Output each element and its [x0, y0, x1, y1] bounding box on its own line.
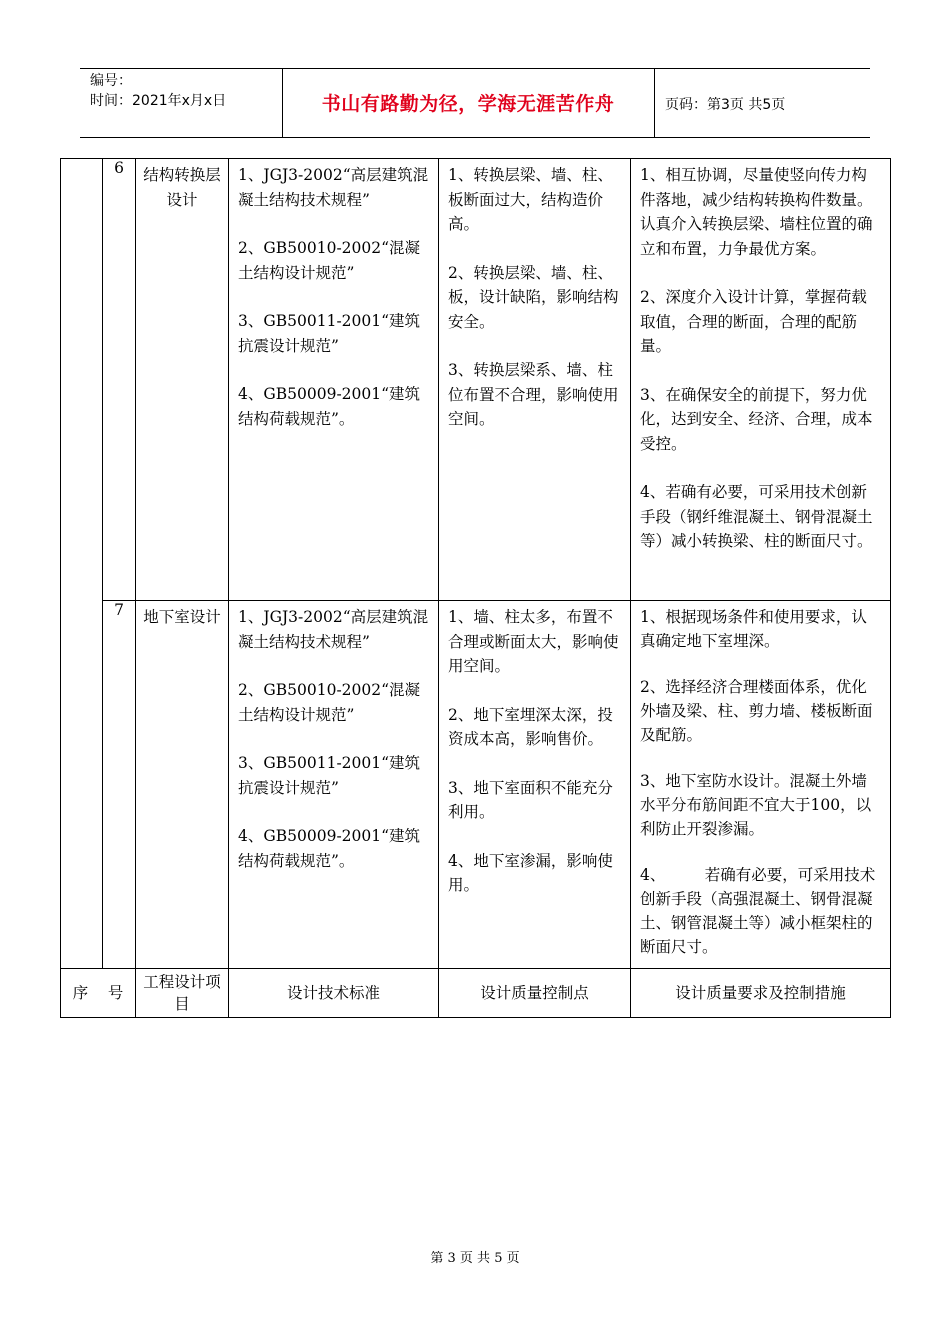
table-row [61, 601, 891, 969]
row-item: 地下室设计 [136, 601, 229, 969]
standard-item: 1、JGJ3-2002“高层建筑混凝土结构技术规程” [238, 608, 429, 651]
standard-item: 3、GB50011-2001“建筑抗震设计规范” [238, 754, 421, 797]
header-index: 序 号 [61, 969, 136, 1018]
table-row [61, 159, 891, 601]
control-point-item: 3、地下室面积不能充分利用。 [448, 778, 613, 821]
control-point-item: 3、转换层梁系、墙、柱位布置不合理，影响使用空间。 [448, 361, 619, 428]
standard-item: 3、GB50011-2001“建筑抗震设计规范” [238, 312, 421, 355]
row-standards [229, 601, 439, 969]
measure-item: 1、根据现场条件和使用要求，认真确定地下室埋深。 [640, 608, 867, 650]
design-control-table [60, 158, 891, 1018]
row-measures [631, 159, 891, 601]
row-item: 结构转换层设计 [136, 159, 229, 601]
page-code: 页码：第3页 共5页 [665, 97, 786, 113]
page-header [80, 68, 870, 138]
row-measures [631, 601, 891, 969]
row-control-points [439, 601, 631, 969]
row-index: 7 [103, 601, 136, 969]
header-standards: 设计技术标准 [229, 969, 439, 1018]
time-label: 时间：2021年x月x日 [90, 93, 227, 109]
row-index: 6 [103, 159, 136, 601]
measure-item: 4、 若确有必要，可采用技术创新手段（高强混凝土、钢骨混凝土、钢管混凝土等）减小框架柱的断面尺寸。 [640, 866, 876, 956]
measure-item: 3、地下室防水设计。混凝土外墙水平分布筋间距不宜大于100，以利防止开裂渗漏。 [640, 772, 872, 838]
standard-item: 2、GB50010-2002“混凝土结构设计规范” [238, 239, 421, 282]
header-item: 工程设计项目 [136, 969, 229, 1018]
control-point-item: 1、转换层梁、墙、柱、板断面过大，结构造价高。 [448, 166, 613, 233]
standard-item: 4、GB50009-2001“建筑结构荷载规范”。 [238, 385, 421, 428]
header-motto: 书山有路勤为径，学海无涯苦作舟 [321, 93, 615, 115]
number-label: 编号： [90, 73, 132, 89]
header-divider [654, 69, 655, 137]
row-control-points [439, 159, 631, 601]
standard-item: 4、GB50009-2001“建筑结构荷载规范”。 [238, 827, 421, 870]
table-header-row [61, 969, 891, 1018]
measure-item: 3、在确保安全的前提下，努力优化，达到安全、经济、合理，成本受控。 [640, 385, 873, 453]
control-point-item: 2、转换层梁、墙、柱、板，设计缺陷，影响结构安全。 [448, 263, 619, 331]
header-control-points: 设计质量控制点 [439, 969, 631, 1018]
standard-item: 1、JGJ3-2002“高层建筑混凝土结构技术规程” [238, 166, 429, 209]
page-footer: 第 3 页 共 5 页 [430, 1251, 520, 1266]
header-left [90, 71, 226, 111]
measure-item: 2、选择经济合理楼面体系，优化外墙及梁、柱、剪力墙、楼板断面及配筋。 [640, 678, 873, 744]
control-point-item: 1、墙、柱太多，布置不合理或断面太大，影响使用空间。 [448, 608, 619, 675]
measure-item: 4、若确有必要，可采用技术创新手段（钢纤维混凝土、钢骨混凝土等）减小转换梁、柱的断面尺寸。 [640, 483, 873, 550]
header-measures: 设计质量要求及控制措施 [631, 969, 891, 1018]
measure-item: 2、深度介入设计计算，掌握荷载取值，合理的断面，合理的配筋量。 [640, 288, 867, 355]
category-cell [61, 159, 103, 969]
control-point-item: 2、地下室埋深太深，投资成本高，影响售价。 [448, 705, 613, 748]
row-standards [229, 159, 439, 601]
standard-item: 2、GB50010-2002“混凝土结构设计规范” [238, 681, 421, 724]
measure-item: 1、相互协调，尽量使竖向传力构件落地，减少结构转换构件数量。认真介入转换层梁、墙柱位置的确立和布置，力争最优方案。 [640, 166, 873, 258]
control-point-item: 4、地下室渗漏，影响使用。 [448, 851, 613, 894]
